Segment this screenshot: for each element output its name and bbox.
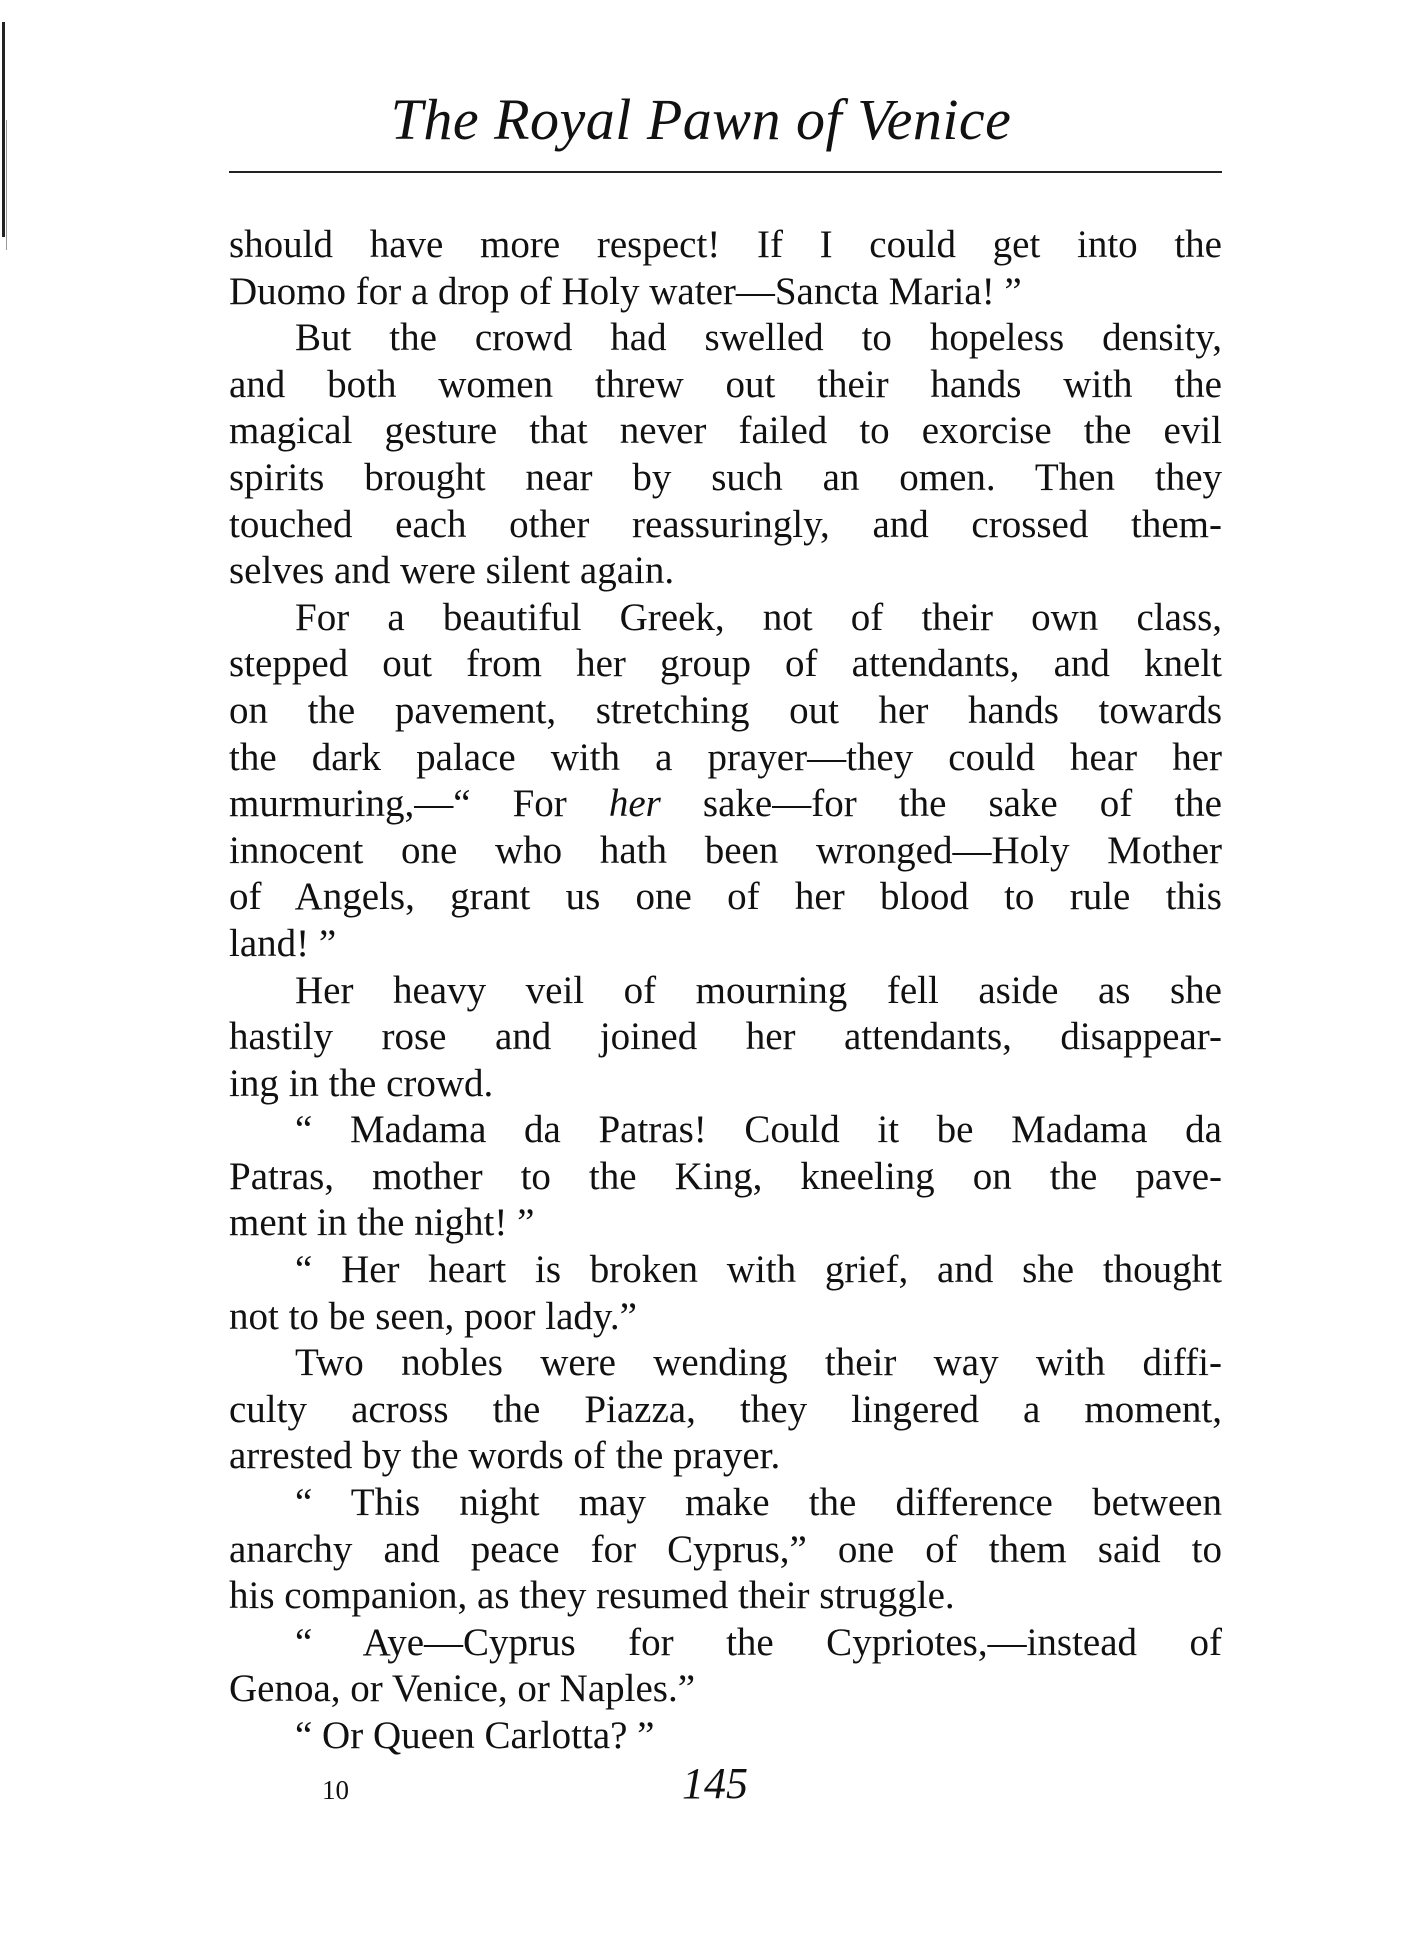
- text-line: “ This night may make the difference between: [295, 1481, 1222, 1525]
- text-line: Patras, mother to the King, kneeling on the pave-: [229, 1154, 1222, 1198]
- text-line: arrested by the words of the prayer.: [229, 1434, 781, 1478]
- text-line: spirits brought near by such an omen. Then they: [229, 455, 1222, 499]
- text-line: touched each other reassuringly, and crossed them-: [229, 502, 1222, 546]
- text-line: Genoa, or Venice, or Naples.”: [229, 1667, 696, 1711]
- text-line: But the crowd had swelled to hopeless density,: [295, 316, 1222, 360]
- body-text: [229, 222, 1222, 1760]
- paragraph: [229, 1340, 1222, 1480]
- text-line: ing in the crowd.: [229, 1061, 494, 1105]
- text-line: “ Madama da Patras! Could it be Madama da: [295, 1108, 1222, 1152]
- text-line: Two nobles were wending their way with diffi-: [295, 1341, 1222, 1385]
- running-head: The Royal Pawn of Venice: [390, 87, 1012, 152]
- text-line: innocent one who hath been wronged—Holy Mother: [229, 828, 1222, 872]
- page-number: 145: [682, 1759, 748, 1808]
- signature-mark: 10: [322, 1775, 349, 1805]
- text-line: ment in the night! ”: [229, 1201, 535, 1245]
- text-line: should have more respect! If I could get into the: [229, 223, 1222, 266]
- text-line: and both women threw out their hands with the: [229, 362, 1222, 406]
- text-line: selves and were silent again.: [229, 549, 675, 593]
- text-line: anarchy and peace for Cyprus,” one of them said to: [229, 1527, 1222, 1571]
- text-line: For a beautiful Greek, not of their own class,: [295, 595, 1222, 639]
- text-line: murmuring,—“ For her sake—for the sake of the: [229, 782, 1222, 826]
- paragraph: [229, 1107, 1222, 1247]
- text-line: “ Her heart is broken with grief, and she thought: [295, 1248, 1222, 1292]
- text-line: “ Aye—Cyprus for the Cypriotes,—instead of: [295, 1620, 1222, 1664]
- text-line: land! ”: [229, 921, 337, 965]
- paragraph: [229, 1480, 1222, 1620]
- text-line: his companion, as they resumed their struggle.: [229, 1574, 955, 1618]
- paragraph: [229, 222, 1222, 315]
- text-line: Duomo for a drop of Holy water—Sancta Maria! ”: [229, 269, 1022, 313]
- text-line: “ Or Queen Carlotta? ”: [295, 1714, 655, 1757]
- paragraph: [229, 1247, 1222, 1340]
- text-line: culty across the Piazza, they lingered a moment,: [229, 1387, 1222, 1431]
- text-line: on the pavement, stretching out her hands towards: [229, 688, 1222, 732]
- paragraph: [229, 1713, 1222, 1760]
- text-line: not to be seen, poor lady.”: [229, 1294, 637, 1338]
- paragraph: [229, 968, 1222, 1108]
- paragraph: [229, 315, 1222, 595]
- text-line: magical gesture that never failed to exorcise the evil: [229, 409, 1222, 453]
- text-line: hastily rose and joined her attendants, disappear-: [229, 1015, 1222, 1059]
- text-line: of Angels, grant us one of her blood to rule this: [229, 875, 1222, 919]
- paragraph: [229, 1620, 1222, 1713]
- text-line: the dark palace with a prayer—they could hear her: [229, 735, 1222, 779]
- paragraph: [229, 595, 1222, 968]
- text-line: Her heavy veil of mourning fell aside as she: [295, 968, 1222, 1012]
- header-rule: [229, 171, 1222, 173]
- text-line: stepped out from her group of attendants, and knelt: [229, 642, 1222, 686]
